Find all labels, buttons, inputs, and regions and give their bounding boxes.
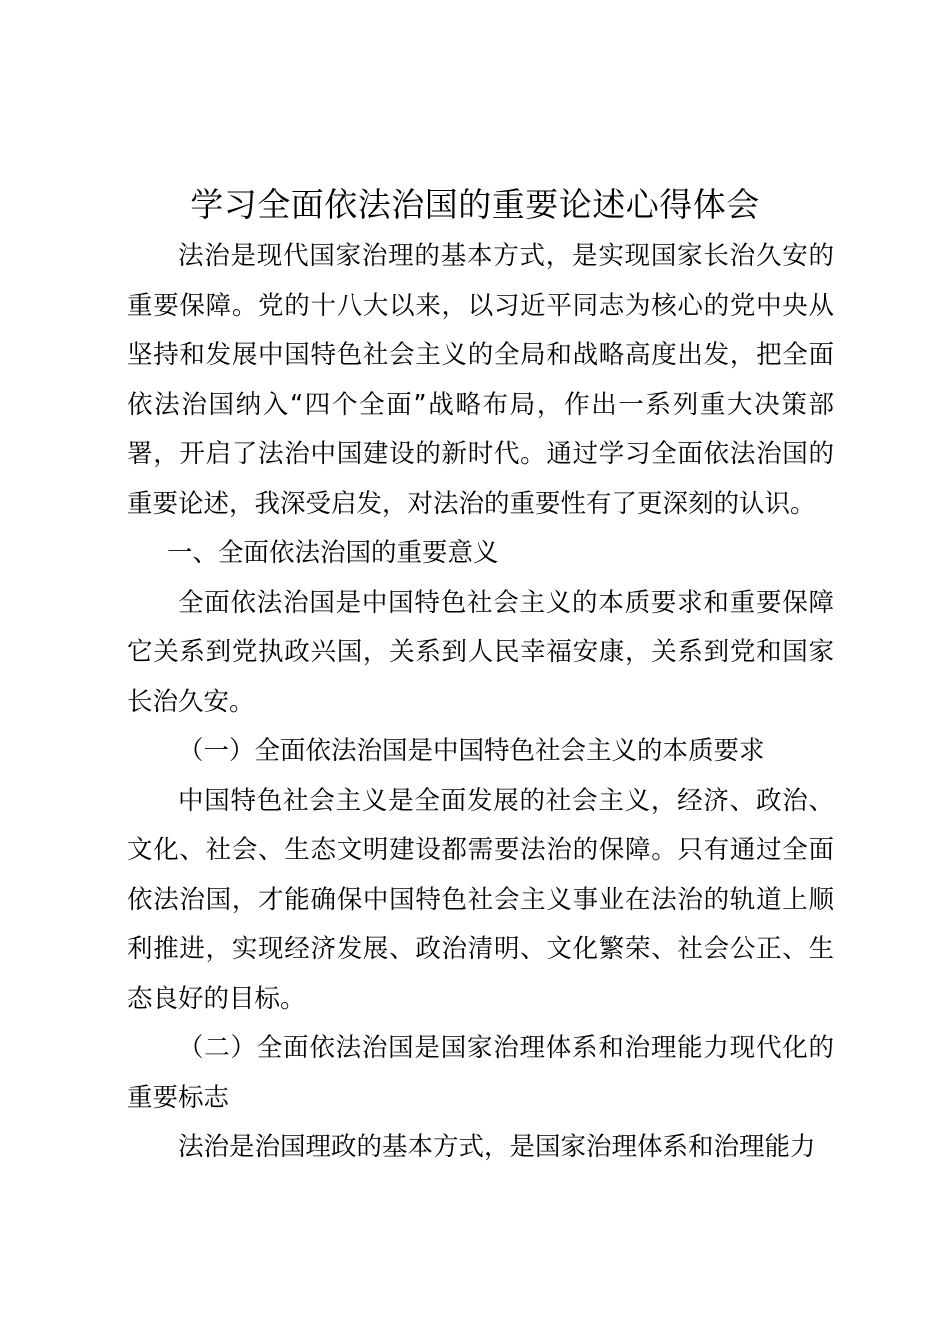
subsection-2-paragraph: 法治是治国理政的基本方式，是国家治理体系和治理能力 xyxy=(178,1132,816,1162)
intro-paragraph: 法治是现代国家治理的基本方式，是实现国家长治久安的重要保障。党的十八大以来，以习近平同志为核心的党中央从坚持和发展中国特色社会主义的全局和战略高度出发，把全面依法治国纳入“四个全面”战略布局，作出一系列重大决策部署，开启了法治中国建设的新时代。通过学习全面依法治国的重要论述，我深受启发，对法治的重要性有了更深刻的认识。 xyxy=(127,241,834,519)
subsection-heading-2: （二）全面依法治国是国家治理体系和治理能力现代化的重要标志 xyxy=(127,1033,834,1113)
section-1-paragraph: 全面依法治国是中国特色社会主义的本质要求和重要保障它关系到党执政兴国，关系到人民幸福安康，关系到党和国家长治久安。 xyxy=(127,587,834,717)
document-title: 学习全面依法治国的重要论述心得体会 xyxy=(190,185,760,224)
section-heading-1: 一、全面依法治国的重要意义 xyxy=(167,538,499,568)
subsection-1-paragraph: 中国特色社会主义是全面发展的社会主义，经济、政治、文化、社会、生态文明建设都需要法治的保障。只有通过全面依法治国，才能确保中国特色社会主义事业在法治的轨道上顺利推进，实现经济发展、政治清明、文化繁荣、社会公正、生态良好的目标。 xyxy=(127,785,834,1014)
subsection-heading-1: （一）全面依法治国是中国特色社会主义的本质要求 xyxy=(178,736,765,766)
document-body xyxy=(127,232,834,1173)
